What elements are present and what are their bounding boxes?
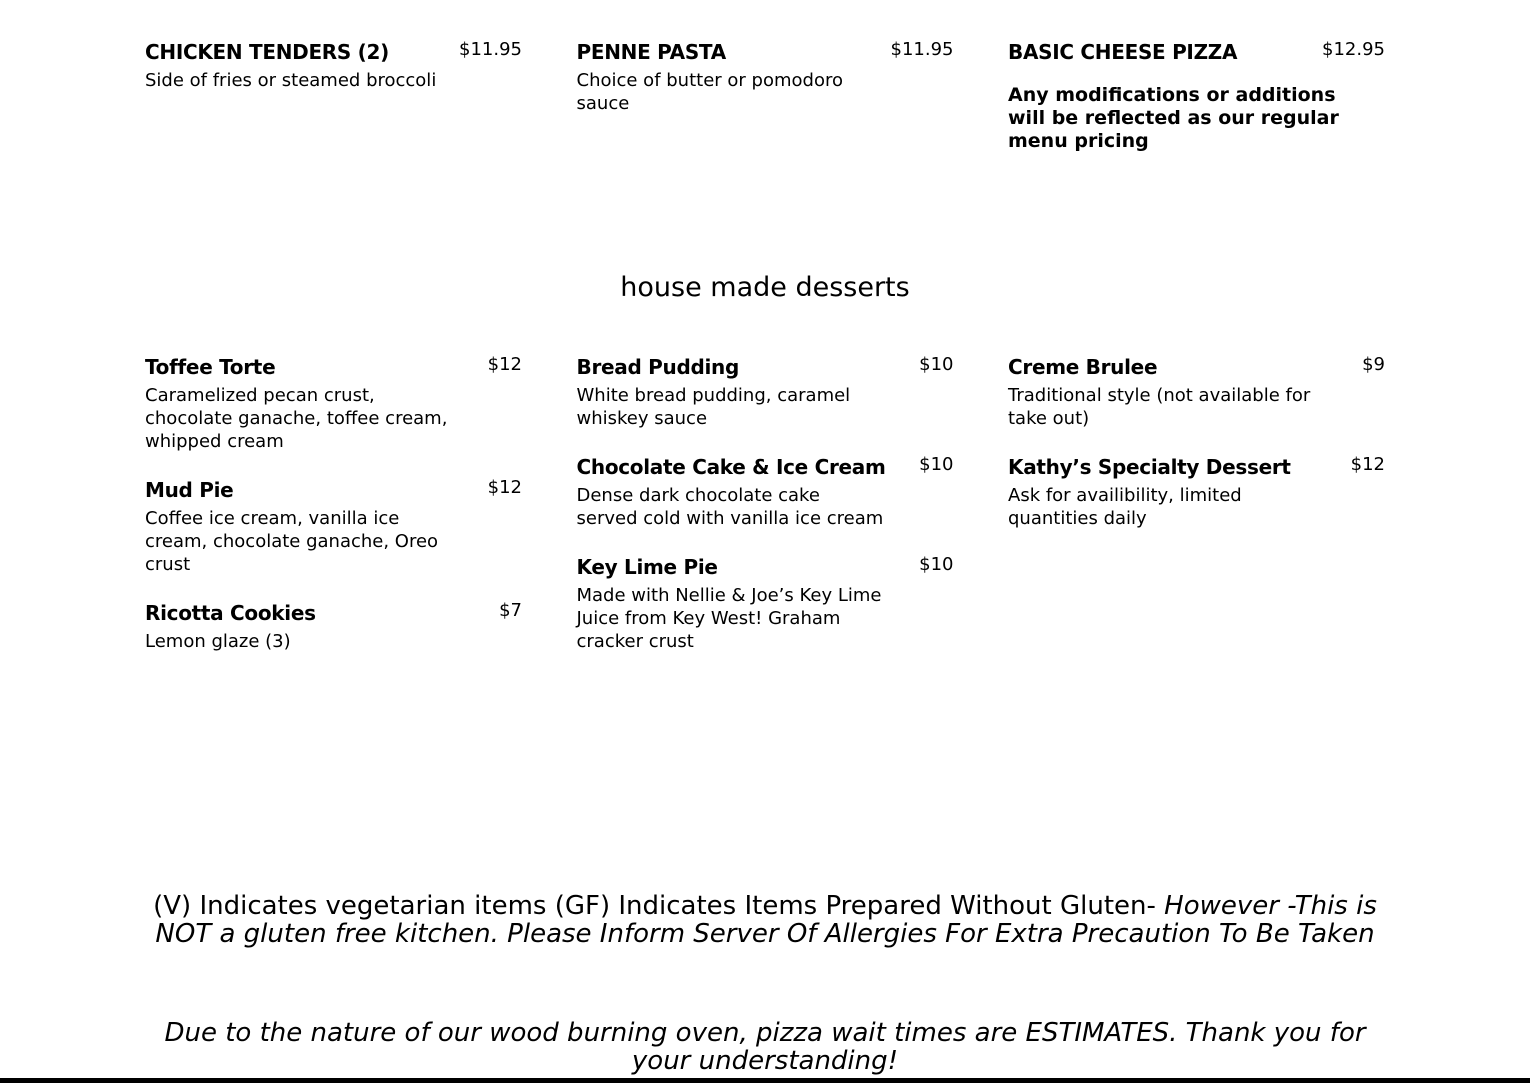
menu-item — [1008, 453, 1385, 530]
menu-item — [577, 353, 954, 430]
menu-item-price: $9 — [1362, 354, 1385, 375]
menu-item-name: Kathy’s Specialty Dessert — [1008, 455, 1291, 479]
menu-item-description: Coffee ice cream, vanilla ice cream, chocolate ganache, Oreo crust — [145, 508, 439, 575]
menu-item-name: Mud Pie — [145, 478, 234, 502]
menu-item — [577, 553, 954, 653]
dietary-notice — [150, 892, 1380, 948]
desserts-column-1 — [145, 353, 522, 676]
desserts-section — [145, 353, 1385, 676]
bottom-divider — [0, 1078, 1530, 1083]
desserts-section-title: house made desserts — [620, 272, 910, 303]
menu-item-header — [1008, 453, 1385, 481]
menu-item-header — [577, 453, 954, 481]
menu-item-price: $10 — [919, 354, 954, 375]
pricing-note: Any modifications or additions will be reflected as our regular menu pricing — [1008, 84, 1339, 152]
menu-item-name: Bread Pudding — [576, 355, 739, 379]
menu-item-price: $12.95 — [1322, 39, 1385, 60]
menu-item-price: $10 — [919, 454, 954, 475]
kids-menu-column-1 — [145, 38, 522, 153]
menu-item-name: Creme Brulee — [1008, 355, 1158, 379]
desserts-column-3 — [1008, 353, 1385, 676]
menu-item-name: CHICKEN TENDERS (2) — [145, 40, 389, 64]
menu-item-header — [145, 38, 522, 66]
menu-item-header — [145, 599, 522, 627]
menu-item-name: Chocolate Cake & Ice Cream — [576, 455, 886, 479]
kids-menu-column-3 — [1008, 38, 1385, 153]
menu-item-price: $12 — [487, 354, 522, 375]
kids-menu-section — [145, 38, 1385, 153]
menu-item — [145, 476, 522, 576]
menu-item-name: Toffee Torte — [145, 355, 276, 379]
menu-item-header — [145, 476, 522, 504]
menu-item-description: Choice of butter or pomodoro sauce — [576, 70, 843, 114]
menu-item-name: BASIC CHEESE PIZZA — [1008, 40, 1238, 64]
menu-item-price: $12 — [487, 477, 522, 498]
menu-item-header — [577, 38, 954, 66]
menu-item-name: Ricotta Cookies — [145, 601, 316, 625]
menu-item-header — [577, 553, 954, 581]
menu-item-description: Dense dark chocolate cake served cold with vanilla ice cream — [576, 485, 884, 529]
menu-item-description: Caramelized pecan crust, chocolate ganache, toffee cream, whipped cream — [145, 385, 448, 452]
menu-item — [1008, 38, 1385, 66]
desserts-column-2 — [577, 353, 954, 676]
menu-item-price: $11.95 — [890, 39, 954, 60]
menu-item-header — [577, 353, 954, 381]
menu-item-header — [145, 353, 522, 381]
menu-item-price: $11.95 — [459, 39, 522, 60]
menu-item-description: Lemon glaze (3) — [145, 631, 291, 652]
kids-menu-column-2 — [577, 38, 954, 153]
menu-item — [577, 38, 954, 115]
dietary-notice-emphasis: However -This is NOT a gluten free kitchen. Please Inform Server Of Allergies For Extra Precaution To Be Taken — [155, 891, 1377, 949]
dietary-notice-plain: (V) Indicates vegetarian items (GF) Indicates Items Prepared Without Gluten- — [153, 891, 1165, 921]
menu-item-description: Traditional style (not available for take out) — [1008, 385, 1311, 429]
menu-item — [145, 599, 522, 653]
menu-item-name: PENNE PASTA — [576, 40, 726, 64]
menu-item-price: $10 — [919, 554, 954, 575]
oven-notice: Due to the nature of our wood burning oven, pizza wait times are ESTIMATES. Thank you for your understanding! — [164, 1018, 1366, 1076]
menu-item-description: Ask for availibility, limited quantities daily — [1008, 485, 1242, 529]
menu-item-description: White bread pudding, caramel whiskey sauce — [576, 385, 851, 429]
menu-item — [145, 353, 522, 453]
menu-item — [145, 38, 522, 92]
menu-item-price: $12 — [1350, 454, 1385, 475]
menu-item-description: Made with Nellie & Joe’s Key Lime Juice from Key West! Graham cracker crust — [576, 585, 882, 652]
menu-item — [1008, 353, 1385, 430]
menu-item-header — [1008, 38, 1385, 66]
menu-item-price: $7 — [499, 600, 522, 621]
menu-item — [577, 453, 954, 530]
menu-item-description: Side of fries or steamed broccoli — [145, 70, 437, 91]
menu-item-header — [1008, 353, 1385, 381]
menu-item-name: Key Lime Pie — [576, 555, 718, 579]
